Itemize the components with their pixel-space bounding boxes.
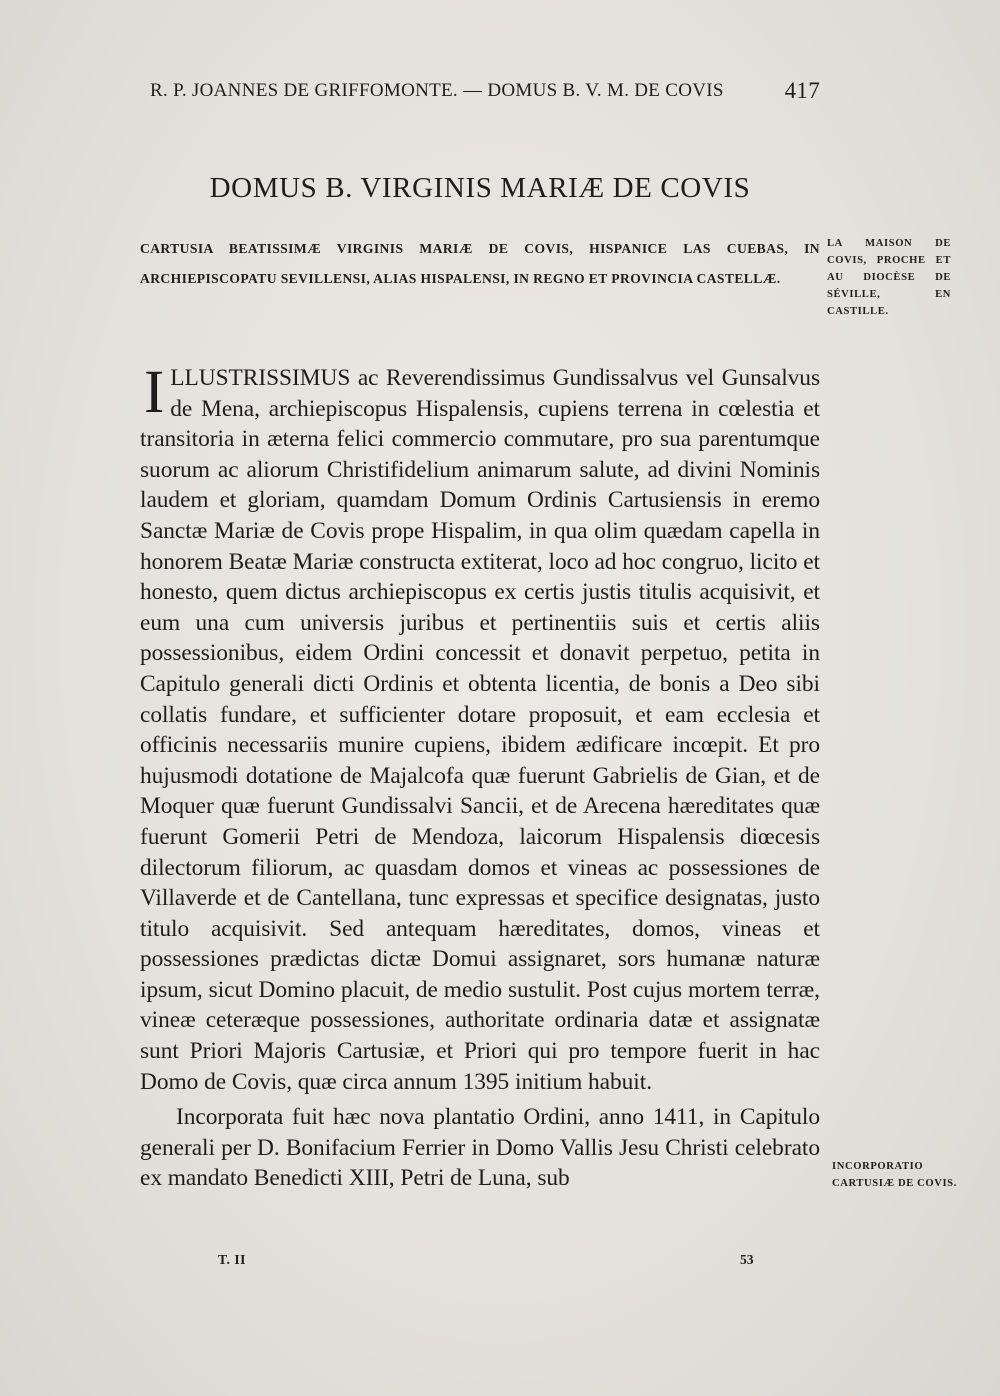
paragraph-1-text: LLUSTRISSIMUS ac Reverendissimus Gundissalvus vel Gunsalvus de Mena, archiepiscopus Hispalensis, cupiens terrena in cœlestia et transitoria in æterna felici commercio commutare, pro sua parentumque suorum ac aliorum Christifidelium animarum salute, ad divini Nominis laudem et gloriam, quamdam Domum Ordinis Cartusiensis in eremo Sanctæ Mariæ de Covis prope Hispalim, in qua olim quædam capella in honorem Beatæ Mariæ constructa extiterat, loco ad hoc congruo, licito et honesto, quem dictus archiepiscopus ex certis justis titulis acquisivit, et eum una cum universis juribus et pertinentiis suis et certis aliis possessionibus, eidem Ordini concessit et donavit perpetuo, petita in Capitulo generali dicti Ordinis et obtenta licentia, de bonis a Deo sibi collatis fundare, et sufficienter dotare proposuit, et eam ecclesia et officinis necessariis munire cupiens, ibidem ædificare incœpit. Et pro hujusmodi dotatione de Majalcofa quæ fuerunt Gabrielis de Gian, et de Moquer quæ fuerunt Gundissalvi Sancii, et de Arecena hæreditates quæ fuerunt Gomerii Petri de Mendoza, laicorum Hispalensis diœcesis dilectorum filiorum, ac quasdam domos et vineas ac possessiones de Villaverde et de Cantellana, tunc expressas et specifice designatas, justo titulo acquisivit. Sed antequam hæreditates, domos, vineas et possessiones prædictas dictæ Domui assignaret, sors humanæ naturæ ipsum, sicut Domino placuit, de medio sustulit. Post cujus mortem terræ, vineæ ceteræque possessiones, authoritate ordinaria datæ et assignatæ sunt Priori Majoris Cartusiæ, et Priori qui pro tempore fuerit in hac Domo de Covis, quæ circa annum 1395 initium habuit. [140,365,820,1095]
margin-note-incorporation: INCORPORATIO CARTUSIÆ DE COVIS. [832,1161,957,1189]
paragraph-2: Incorporata fuit hæc nova plantatio Ordini, anno 1411, in Capitulo generali per D. Bonifacium Ferrier in Domo Vallis Jesu Christi celebrato ex mandato Benedicti XIII, Petri de Luna, sub [140,1104,820,1192]
chapter-subtitle: CARTUSIA BEATISSIMÆ VIRGINIS MARIÆ DE COVIS, HISPANICE LAS CUEBAS, IN ARCHIEPISCOPATU SEVILLENSI, ALIAS HISPALENSI, IN REGNO ET PROVINCIA CASTELLÆ. [140,241,820,286]
body-text [140,359,820,1194]
margin-note-location: LA MAISON DE COVIS, PROCHE ET AU DIOCÈSE DE SÉVILLE, EN CASTILLE. [827,238,951,317]
page-number: 417 [784,78,820,103]
volume-signature: T. II [218,1252,246,1267]
chapter-title: DOMUS B. VIRGINIS MARIÆ DE COVIS [209,172,751,204]
paragraph-1 [140,359,820,1097]
running-head-text: R. P. JOANNES DE GRIFFOMONTE. — DOMUS B. V. M. DE COVIS [150,80,724,101]
sheet-number: 53 [740,1252,754,1267]
drop-cap-initial: I [144,359,165,426]
running-head [150,80,820,102]
